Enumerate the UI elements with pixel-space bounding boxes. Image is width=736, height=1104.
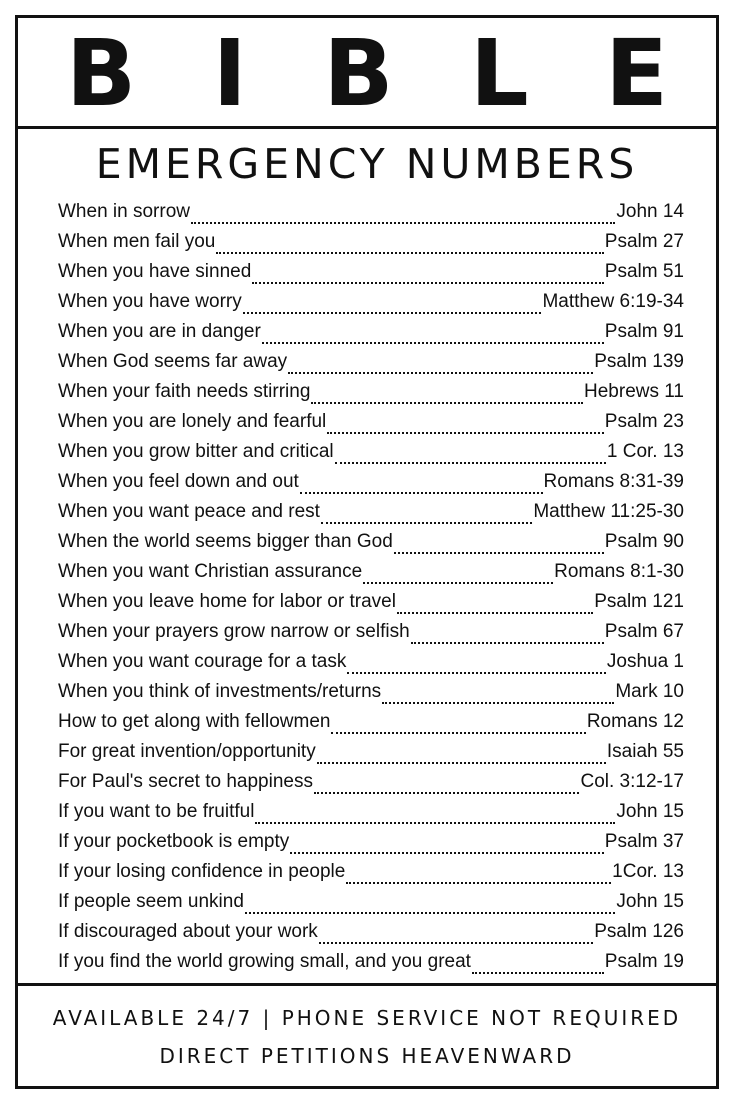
dot-leader	[314, 792, 580, 794]
entry-condition: When you have sinned	[58, 261, 252, 282]
dot-leader	[288, 372, 593, 374]
entry-reference: Psalm 121	[594, 591, 684, 612]
title-box	[18, 18, 716, 129]
entry-condition: When you want courage for a task	[58, 651, 347, 672]
list-item	[58, 441, 684, 471]
entry-reference: Isaiah 55	[606, 741, 684, 762]
list-item	[58, 471, 684, 501]
dot-leader	[252, 282, 604, 284]
dot-leader	[243, 312, 542, 314]
entry-condition: If your losing confidence in people	[58, 861, 346, 882]
dot-leader	[363, 582, 553, 584]
title-letter: L	[469, 20, 529, 127]
entry-reference: Matthew 11:25-30	[533, 501, 684, 522]
entry-reference: John 15	[616, 801, 684, 822]
dot-leader	[382, 702, 614, 704]
list-item	[58, 711, 684, 741]
emergency-list	[58, 201, 684, 981]
list-item	[58, 891, 684, 921]
entry-reference: Psalm 51	[604, 261, 684, 282]
entry-condition: When you want Christian assurance	[58, 561, 363, 582]
entry-reference: Romans 8:31-39	[543, 471, 684, 492]
entry-condition: When your prayers grow narrow or selfish	[58, 621, 410, 642]
entry-condition: If discouraged about your work	[58, 921, 318, 942]
dot-leader	[255, 822, 615, 824]
dot-leader	[191, 222, 615, 224]
list-item	[58, 741, 684, 771]
entry-reference: Psalm 91	[604, 321, 684, 342]
list-item	[58, 501, 684, 531]
entry-condition: When you grow bitter and critical	[58, 441, 334, 462]
dot-leader	[321, 522, 532, 524]
entry-condition: If your pocketbook is empty	[58, 831, 290, 852]
title-letter: B	[323, 20, 394, 127]
list-item	[58, 201, 684, 231]
entry-reference: Romans 8:1-30	[554, 561, 684, 582]
entry-reference: Psalm 37	[604, 831, 684, 852]
dot-leader	[347, 672, 606, 674]
entry-condition: When God seems far away	[58, 351, 288, 372]
entry-condition: When your faith needs stirring	[58, 381, 311, 402]
footer-line-availability: AVAILABLE 24/7 | PHONE SERVICE NOT REQUIRED	[52, 1006, 682, 1030]
list-item	[58, 681, 684, 711]
entry-condition: When you feel down and out	[58, 471, 299, 492]
entry-condition: If you find the world growing small, and you great	[58, 951, 471, 972]
entry-reference: Hebrews 11	[584, 381, 684, 402]
list-item	[58, 591, 684, 621]
footer-line-petitions: DIRECT PETITIONS HEAVENWARD	[159, 1044, 575, 1068]
entry-condition: When you have worry	[58, 291, 242, 312]
entry-reference: Psalm 19	[604, 951, 684, 972]
dot-leader	[327, 432, 604, 434]
poster-frame	[15, 15, 719, 1089]
dot-leader	[411, 642, 604, 644]
entry-reference: Psalm 90	[604, 531, 684, 552]
dot-leader	[290, 852, 604, 854]
list-item	[58, 261, 684, 291]
entry-condition: When you think of investments/returns	[58, 681, 382, 702]
entry-reference: Psalm 139	[594, 351, 684, 372]
footer	[18, 983, 716, 1089]
entry-condition: When men fail you	[58, 231, 216, 252]
subtitle: EMERGENCY NUMBERS	[95, 140, 639, 188]
list-item	[58, 291, 684, 321]
entry-reference: Romans 12	[586, 711, 684, 732]
dot-leader	[300, 492, 543, 494]
entry-reference: Psalm 126	[594, 921, 684, 942]
entry-reference: 1 Cor. 13	[606, 441, 684, 462]
list-item	[58, 801, 684, 831]
entry-condition: When you leave home for labor or travel	[58, 591, 396, 612]
list-item	[58, 861, 684, 891]
list-item	[58, 651, 684, 681]
entry-condition: If you want to be fruitful	[58, 801, 255, 822]
dot-leader	[216, 252, 603, 254]
entry-reference: Psalm 23	[604, 411, 684, 432]
dot-leader	[394, 552, 604, 554]
dot-leader	[331, 732, 585, 734]
list-item	[58, 231, 684, 261]
list-item	[58, 771, 684, 801]
dot-leader	[319, 942, 593, 944]
dot-leader	[245, 912, 615, 914]
entry-condition: When you are lonely and fearful	[58, 411, 327, 432]
list-item	[58, 411, 684, 441]
dot-leader	[397, 612, 593, 614]
entry-reference: Psalm 27	[604, 231, 684, 252]
entry-reference: Psalm 67	[604, 621, 684, 642]
entry-condition: When you want peace and rest	[58, 501, 320, 522]
title-letter: I	[212, 20, 247, 127]
list-item	[58, 351, 684, 381]
entry-reference: Mark 10	[615, 681, 684, 702]
list-item	[58, 531, 684, 561]
dot-leader	[335, 462, 606, 464]
list-item	[58, 561, 684, 591]
dot-leader	[472, 972, 604, 974]
entry-reference: John 15	[616, 891, 684, 912]
list-item	[58, 621, 684, 651]
list-item	[58, 831, 684, 861]
entry-condition: For great invention/opportunity	[58, 741, 316, 762]
dot-leader	[262, 342, 604, 344]
entry-reference: 1Cor. 13	[612, 861, 684, 882]
entry-condition: For Paul's secret to happiness	[58, 771, 313, 792]
list-item	[58, 321, 684, 351]
title-letter: B	[66, 20, 137, 127]
entry-condition: When in sorrow	[58, 201, 190, 222]
page-title	[18, 20, 716, 127]
entry-reference: Col. 3:12-17	[580, 771, 684, 792]
list-item	[58, 951, 684, 981]
list-item	[58, 921, 684, 951]
dot-leader	[346, 882, 611, 884]
entry-condition: When the world seems bigger than God	[58, 531, 393, 552]
list-item	[58, 381, 684, 411]
entry-condition: If people seem unkind	[58, 891, 244, 912]
entry-reference: Joshua 1	[606, 651, 684, 672]
dot-leader	[311, 402, 583, 404]
dot-leader	[317, 762, 606, 764]
entry-condition: How to get along with fellowmen	[58, 711, 331, 732]
entry-reference: John 14	[616, 201, 684, 222]
title-letter: E	[605, 20, 668, 127]
entry-condition: When you are in danger	[58, 321, 261, 342]
entry-reference: Matthew 6:19-34	[542, 291, 684, 312]
